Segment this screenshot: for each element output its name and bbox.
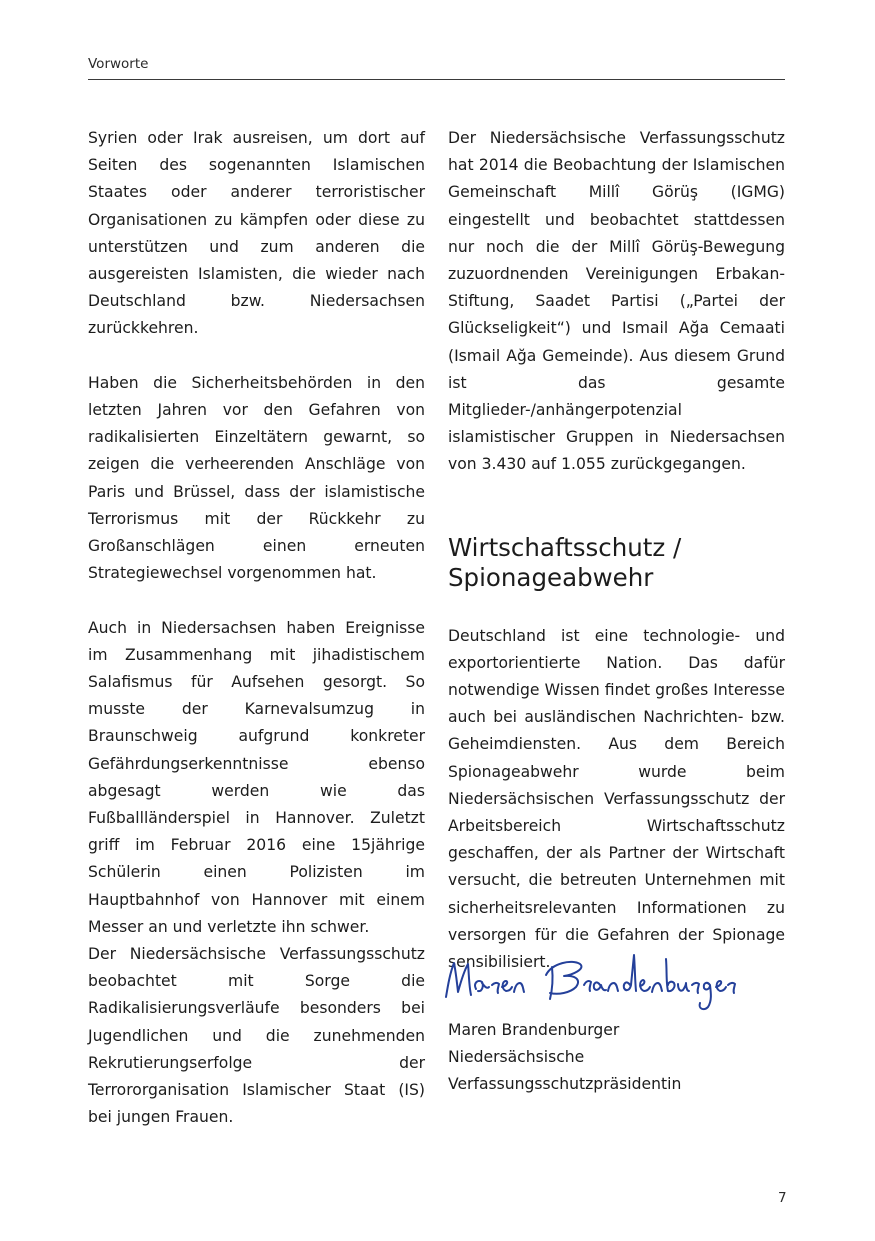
left-paragraph-2: Haben die Sicherheitsbehörden in den letzten Jahren vor den Gefahren von radikalisierten Einzeltätern gewarnt, so zeigen die verheerenden Anschläge von Paris und Brüssel, dass der islamistische Terrorismus mit der Rückkehr zu Großanschlägen einen erneuten Strategiewechsel vorgenommen hat. [88, 373, 425, 583]
right-paragraph-2: Deutschland ist eine technologie- und exportorientierte Nation. Das dafür notwendige Wissen findet großes Interesse auch bei ausländischen Nachrichten- bzw. Geheimdiensten. Aus dem Bereich Spionageabwehr wurde beim Niedersächsischen Verfassungsschutz der Arbeitsbereich Wirtschaftsschutz geschaffen, der als Partner der Wirtschaft versucht, die betreuten Unternehmen mit sicherheitsrelevanten Informationen zu versorgen für die Gefahren der Spionage sensibilisiert. [448, 626, 785, 972]
signature-block [448, 1017, 681, 1099]
header-rule [88, 79, 785, 80]
left-column [88, 125, 425, 1131]
left-paragraph-4: Der Niedersächsische Verfassungsschutz beobachtet mit Sorge die Radikalisierungsverläufe besonders bei Jugendlichen und die zunehmenden Rekrutierungserfolge der Terrororganisation Islamischer Staat (IS) bei jungen Frauen. [88, 945, 425, 1127]
right-paragraph-1: Der Niedersächsische Verfassungsschutz hat 2014 die Beobachtung der Islamischen Gemeinschaft Millî Görüş (IGMG) eingestellt und beobachtet stattdessen nur noch die der Millî Görüş-Bewegung zuzuordnenden Vereinigungen Erbakan-Stiftung, Saadet Partisi („Partei der Glückseligkeit“) und Ismail Ağa Cemaati (Ismail Ağa Gemeinde). Aus diesem Grund ist das gesamte Mitglieder-/anhängerpotenzial islamistischer Gruppen in Niedersachsen von 3.430 auf 1.055 zurückgegangen. [448, 129, 785, 474]
signatory-role-line-1: Niedersächsische [448, 1048, 585, 1067]
left-paragraph-1: Syrien oder Irak ausreisen, um dort auf Seiten des sogenannten Islamischen Staates oder anderer terroristischer Organisationen zu kämpfen oder diese zu unterstützen und zum anderen die ausgereisten Islamisten, die wieder nach Deutschland bzw. Niedersachsen zurückkehren. [88, 129, 425, 338]
running-header: Vorworte [88, 56, 149, 72]
right-column [448, 125, 785, 976]
handwritten-signature [440, 945, 780, 1020]
page-number: 7 [778, 1190, 787, 1206]
signatory-role-line-2: Verfassungsschutzpräsidentin [448, 1075, 682, 1094]
left-paragraph-3: Auch in Niedersachsen haben Ereignisse im Zusammenhang mit jihadistischem Salafismus für Aufsehen gesorgt. So musste der Karnevalsumzug in Braunschweig aufgrund konkreter Gefährdungserkenntnisse ebenso abgesagt werden wie das Fußballländerspiel in Hannover. Zuletzt griff im Februar 2016 eine 15jährige Schülerin einen Polizisten im Hauptbahnhof von Hannover mit einem Messer an und verletzte ihn schwer. [88, 618, 425, 936]
section-heading: Wirtschaftsschutz / Spionageabwehr [448, 532, 682, 592]
signatory-name: Maren Brandenburger [448, 1021, 620, 1039]
